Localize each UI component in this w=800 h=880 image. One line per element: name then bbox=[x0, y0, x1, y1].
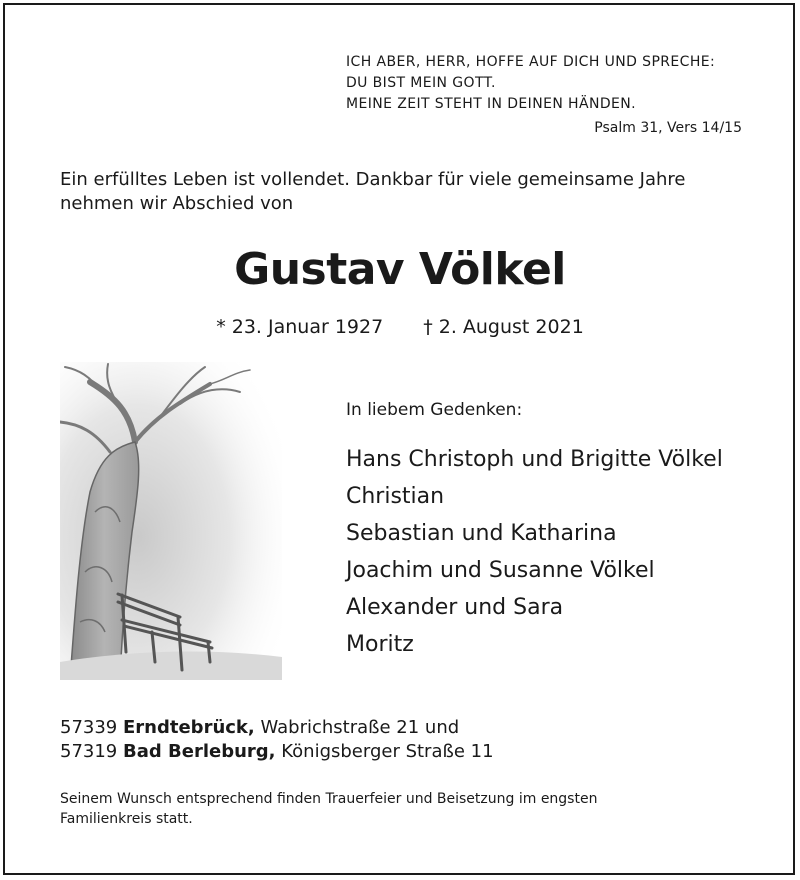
mourner-name: Christian bbox=[346, 484, 445, 509]
life-dates bbox=[0, 314, 800, 340]
mourner-name: Sebastian und Katharina bbox=[346, 521, 617, 546]
mourners-list bbox=[346, 441, 766, 663]
intro-line: Ein erfülltes Leben ist vollendet. Dankbar für viele gemeinsame Jahre bbox=[60, 169, 686, 190]
mourner-name: Alexander und Sara bbox=[346, 595, 564, 620]
psalm-line: DU BIST MEIN GOTT. bbox=[346, 75, 496, 91]
footer-line: Familienkreis statt. bbox=[60, 811, 193, 827]
mourner-name: Hans Christoph und Brigitte Völkel bbox=[346, 447, 723, 472]
mourner-name: Joachim und Susanne Völkel bbox=[346, 558, 655, 583]
address-city: Erndtebrück, bbox=[123, 717, 255, 738]
psalm-line: ICH ABER, HERR, HOFFE AUF DICH UND SPRECHE: bbox=[346, 54, 716, 70]
footer-note bbox=[60, 789, 700, 829]
address-city: Bad Berleburg, bbox=[123, 741, 276, 762]
address-line bbox=[60, 716, 760, 740]
death-date: † 2. August 2021 bbox=[423, 316, 584, 338]
tree-and-bench-illustration-icon bbox=[60, 362, 282, 680]
address-zip: 57319 bbox=[60, 741, 118, 762]
deceased-name: Gustav Völkel bbox=[234, 244, 566, 295]
address-zip: 57339 bbox=[60, 717, 118, 738]
mourner-name: Moritz bbox=[346, 632, 414, 657]
birth-date: * 23. Januar 1927 bbox=[216, 316, 384, 338]
address-street: Wabrichstraße 21 und bbox=[260, 717, 460, 738]
psalm-quote bbox=[346, 52, 746, 115]
intro-line: nehmen wir Abschied von bbox=[60, 193, 294, 214]
intro-text bbox=[60, 168, 750, 216]
psalm-reference: Psalm 31, Vers 14/15 bbox=[594, 120, 742, 136]
psalm-line: MEINE ZEIT STEHT IN DEINEN HÄNDEN. bbox=[346, 96, 636, 112]
address-block bbox=[60, 716, 760, 764]
footer-line: Seinem Wunsch entsprechend finden Trauerfeier und Beisetzung im engsten bbox=[60, 791, 598, 807]
address-street: Königsberger Straße 11 bbox=[281, 741, 494, 762]
memorial-label: In liebem Gedenken: bbox=[346, 400, 523, 420]
address-line bbox=[60, 740, 760, 764]
